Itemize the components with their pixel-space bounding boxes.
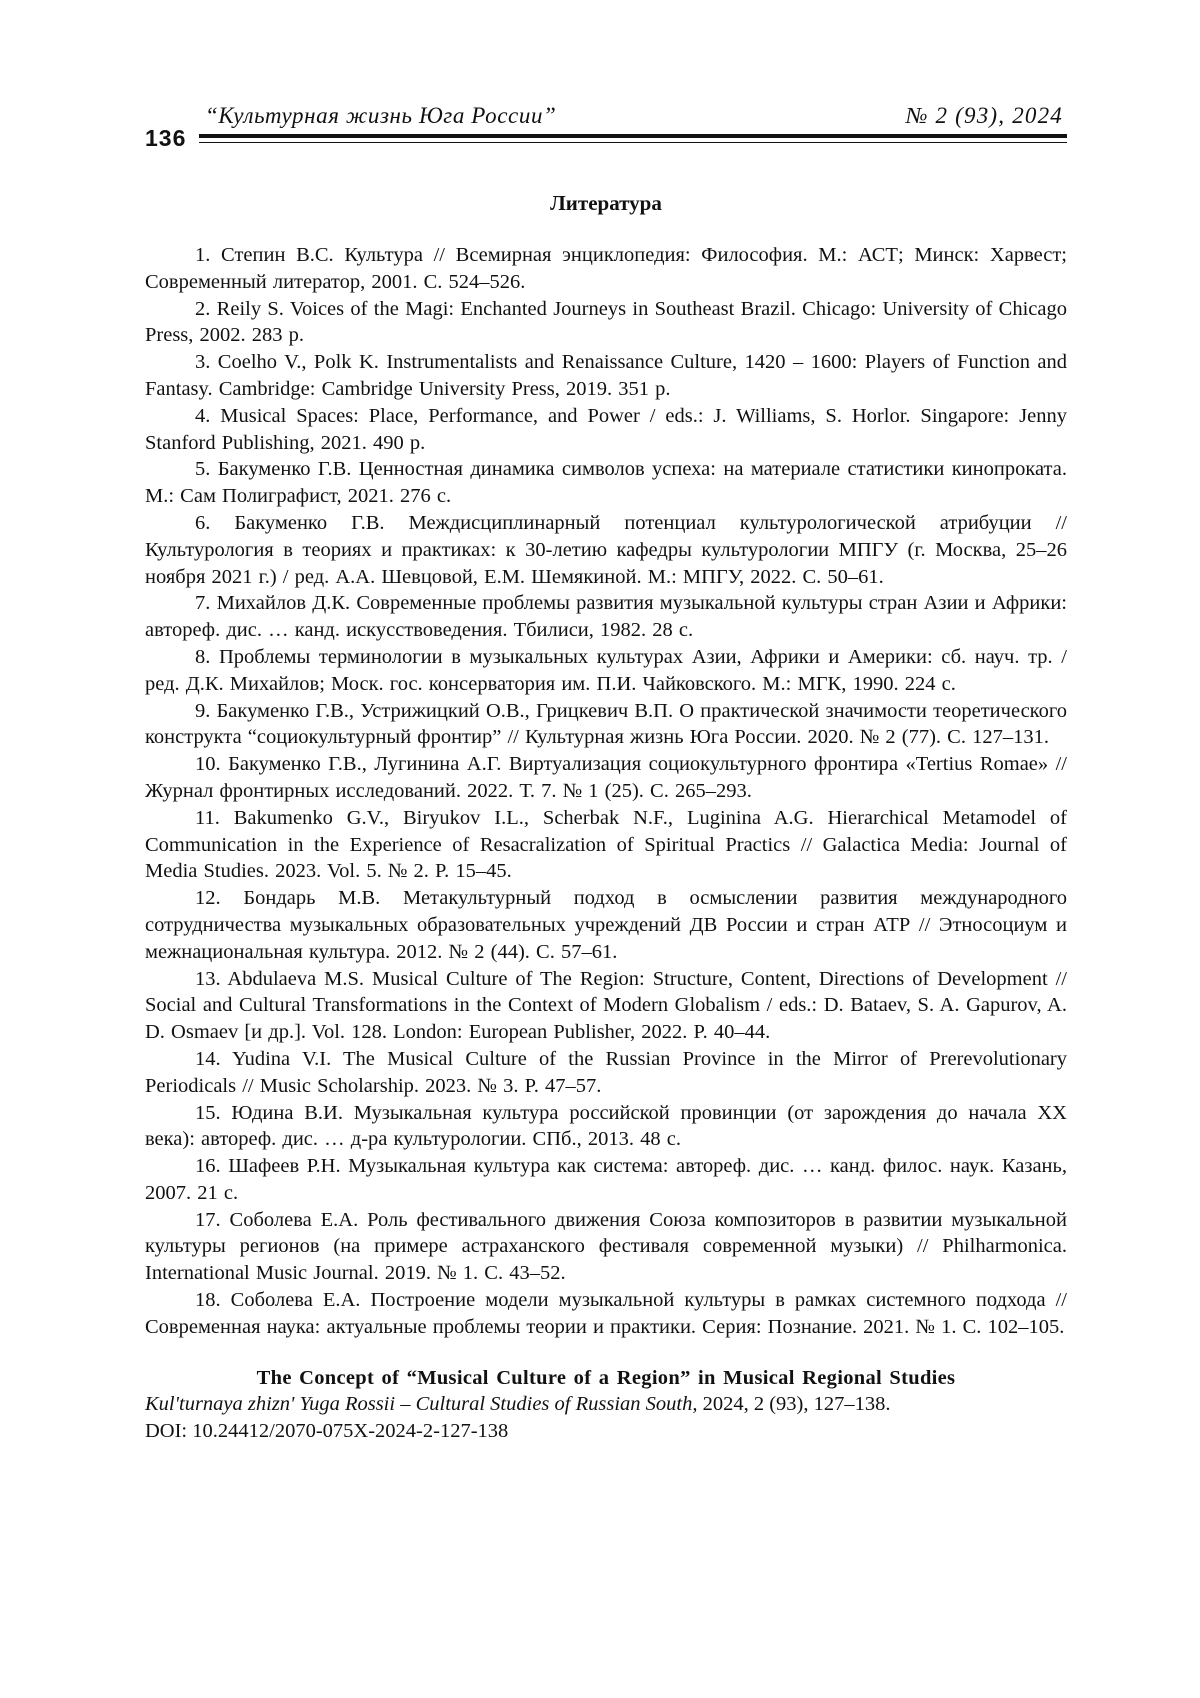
reference-item: 14. Yudina V.I. The Musical Culture of the Russian Province in the Mirror of Prerevolutionary Periodicals // Music Scholarship. 2023. № 3. P. 47–57. xyxy=(145,1046,1067,1100)
section-title: Литература xyxy=(145,190,1067,216)
reference-item: 9. Бакуменко Г.В., Устрижицкий О.В., Грицкевич В.П. О практической значимости теоретического конструкта “социокультурный фронтир” // Культурная жизнь Юга России. 2020. № 2 (77). С. 127–131. xyxy=(145,698,1067,752)
reference-item: 15. Юдина В.И. Музыкальная культура российской провинции (от зарождения до начала XX века): автореф. дис. … д-ра культурологии. СПб., 2013. 48 с. xyxy=(145,1100,1067,1154)
reference-item: 1. Степин В.С. Культура // Всемирная энциклопедия: Философия. М.: АСТ; Минск: Харвест; Современный литератор, 2001. С. 524–526. xyxy=(145,242,1067,296)
english-citation xyxy=(145,1391,1067,1418)
reference-item: 11. Bakumenko G.V., Biryukov I.L., Scherbak N.F., Luginina A.G. Hierarchical Metamodel of Communication in the Experience of Resacralization of Spiritual Practics // Galactica Media: Journal of Media Studies. 2023. Vol. 5. № 2. P. 15–45. xyxy=(145,805,1067,885)
journal-issue-details: 2024, 2 (93), 127–138. xyxy=(697,1393,890,1415)
reference-item: 10. Бакуменко Г.В., Лугинина А.Г. Виртуализация социокультурного фронтира «Tertius Romae» // Журнал фронтирных исследований. 2022. Т. 7. № 1 (25). С. 265–293. xyxy=(145,751,1067,805)
reference-item: 13. Abdulaeva M.S. Musical Culture of The Region: Structure, Content, Directions of Development // Social and Cultural Transformations in the Context of Modern Globalism / eds.: D. Bataev, S. A. Gapurov, A. D. Osmaev [и др.]. Vol. 128. London: European Publisher, 2022. P. 40–44. xyxy=(145,966,1067,1046)
reference-item: 18. Соболева Е.А. Построение модели музыкальной культуры в рамках системного подхода // Современная наука: актуальные проблемы теории и практики. Серия: Познание. 2021. № 1. С. 102–105. xyxy=(145,1287,1067,1341)
page-number: 136 xyxy=(145,125,186,152)
reference-item: 5. Бакуменко Г.В. Ценностная динамика символов успеха: на материале статистики кинопроката. М.: Сам Полиграфист, 2021. 276 с. xyxy=(145,456,1067,510)
reference-item: 16. Шафеев Р.Н. Музыкальная культура как система: автореф. дис. … канд. филос. наук. Казань, 2007. 21 с. xyxy=(145,1153,1067,1207)
reference-item: 6. Бакуменко Г.В. Междисциплинарный потенциал культурологической атрибуции // Культурология в теориях и практиках: к 30-летию кафедры культурологии МПГУ (г. Москва, 25–26 ноября 2021 г.) / ред. А.А. Шевцовой, Е.М. Шемякиной. М.: МПГУ, 2022. С. 50–61. xyxy=(145,510,1067,590)
header-rule-thick xyxy=(199,134,1067,138)
reference-list xyxy=(145,242,1067,1341)
reference-item: 2. Reily S. Voices of the Magi: Enchanted Journeys in Southeast Brazil. Chicago: University of Chicago Press, 2002. 283 p. xyxy=(145,296,1067,350)
doi: DOI: 10.24412/2070-075X-2024-2-127-138 xyxy=(145,1418,1067,1445)
reference-item: 17. Соболева Е.А. Роль фестивального движения Союза композиторов в развитии музыкальной культуры регионов (на примере астраханского фестиваля современной музыки) // Philharmonica. International Music Journal. 2019. № 1. С. 43–52. xyxy=(145,1207,1067,1287)
journal-title: “Культурная жизнь Юга России” xyxy=(205,103,556,129)
reference-item: 4. Musical Spaces: Place, Performance, and Power / eds.: J. Williams, S. Horlor. Singapore: Jenny Stanford Publishing, 2021. 490 p. xyxy=(145,403,1067,457)
english-article-title: The Concept of “Musical Culture of a Region” in Musical Regional Studies xyxy=(145,1365,1067,1392)
reference-item: 7. Михайлов Д.К. Современные проблемы развития музыкальной культуры стран Азии и Африки: автореф. дис. … канд. искусствоведения. Тбилиси, 1982. 28 с. xyxy=(145,590,1067,644)
reference-item: 8. Проблемы терминологии в музыкальных культурах Азии, Африки и Америки: сб. науч. тр. / ред. Д.К. Михайлов; Моск. гос. консерватория им. П.И. Чайковского. М.: МГК, 1990. 224 с. xyxy=(145,644,1067,698)
issue-number: № 2 (93), 2024 xyxy=(906,103,1063,129)
header-rule-thin xyxy=(199,142,1067,143)
page-content xyxy=(145,190,1067,1445)
journal-name-transliterated: Kul'turnaya zhizn' Yuga Rossii – Cultural Studies of Russian South, xyxy=(145,1393,697,1415)
english-abstract-block xyxy=(145,1365,1067,1445)
reference-item: 3. Coelho V., Polk K. Instrumentalists and Renaissance Culture, 1420 – 1600: Players of Function and Fantasy. Cambridge: Cambridge University Press, 2019. 351 p. xyxy=(145,349,1067,403)
running-header xyxy=(145,103,1067,153)
reference-item: 12. Бондарь М.В. Метакультурный подход в осмыслении развития международного сотрудничества музыкальных образовательных учреждений ДВ России и стран АТР // Этносоциум и межнациональная культура. 2012. № 2 (44). С. 57–61. xyxy=(145,885,1067,965)
